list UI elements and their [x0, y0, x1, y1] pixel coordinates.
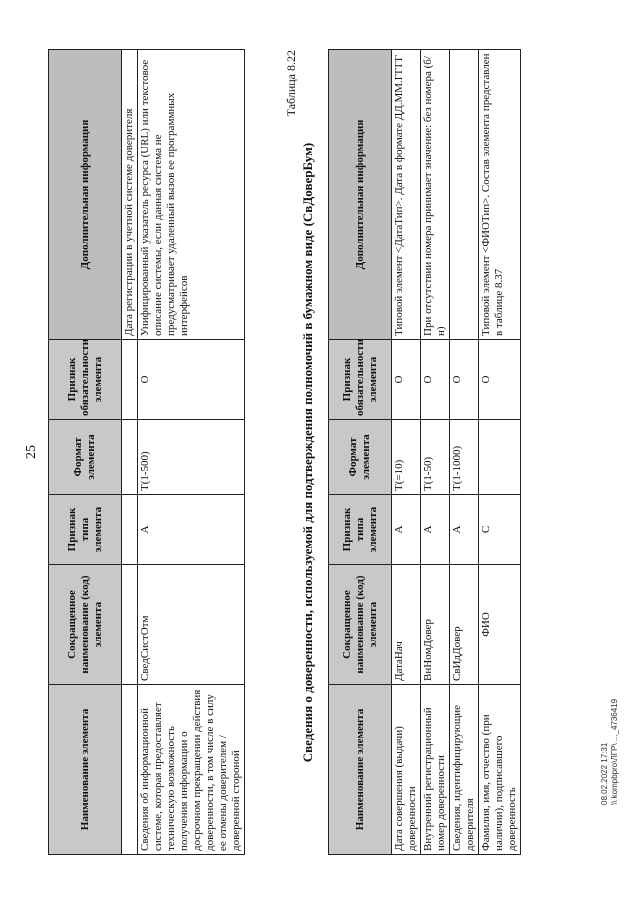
cell: T(1-500) — [138, 420, 245, 495]
cell: А — [421, 495, 450, 565]
stamp-line: \\ kompbpro\ЛГР\ ..._4736419 — [610, 698, 619, 805]
table-row — [479, 50, 521, 855]
cell: При отсутствии номера принимает значение: без номера (б/н) — [421, 50, 450, 340]
cell: ВнНомДовер — [421, 565, 450, 685]
cell: С — [479, 495, 521, 565]
cell: А — [138, 495, 245, 565]
cell: Унифицированный указатель ресурса (URL) или текстовое описание системы, если данная система не предусматривает удаленный вызов ее программных интерфейсов — [138, 50, 245, 340]
cell: ФИО — [479, 565, 521, 685]
cell: Типовой элемент <ДатаТип>. Дата в формате ДД.ММ.ГГГГ — [392, 50, 421, 340]
table-caption: Таблица 8.22 — [284, 50, 298, 117]
cell: T(1-1000) — [450, 420, 479, 495]
header-cell: Признак типа элемента — [329, 495, 392, 565]
table-row — [450, 50, 479, 855]
cell — [122, 685, 138, 855]
table-row — [421, 50, 450, 855]
cell: Сведения, идентифицирующие доверителя — [450, 685, 479, 855]
table-row — [138, 50, 245, 855]
cell: О — [479, 340, 521, 420]
header-cell: Дополнительная информация — [49, 50, 122, 340]
cell: А — [450, 495, 479, 565]
cell: ДатаНач — [392, 565, 421, 685]
cell: А — [392, 495, 421, 565]
cell: Дата совершения (выдачи) доверенности — [392, 685, 421, 855]
cell — [122, 495, 138, 565]
cell: О — [392, 340, 421, 420]
header-cell: Дополнительная информация — [329, 50, 392, 340]
cell: T(=10) — [392, 420, 421, 495]
header-cell: Формат элемента — [49, 420, 122, 495]
cell — [479, 420, 521, 495]
cell: Фамилия, имя, отчество (при наличии), подписавшего доверенность — [479, 685, 521, 855]
cell: СведСистОтм — [138, 565, 245, 685]
print-stamp — [600, 655, 620, 805]
table-row — [122, 50, 138, 855]
cell: О — [421, 340, 450, 420]
cell: Дата регистрации в учетной системе доверителя — [122, 50, 138, 340]
cell: Типовой элемент <ФИОТип>. Состав элемента представлен в таблице 8.37 — [479, 50, 521, 340]
table-row — [392, 50, 421, 855]
header-cell: Наименование элемента — [329, 685, 392, 855]
cell — [122, 565, 138, 685]
header-cell: Сокращенное наименование (код) элемента — [49, 565, 122, 685]
header-cell: Признак типа элемента — [49, 495, 122, 565]
page-number: 25 — [24, 445, 39, 459]
cell: Внутренний регистрационный номер доверенности — [421, 685, 450, 855]
cell: О — [450, 340, 479, 420]
cell — [122, 420, 138, 495]
header-cell: Наименование элемента — [49, 685, 122, 855]
table-title: Сведения о доверенности, используемой для подтверждения полномочий в бумажном виде (СвДоверБум) — [300, 142, 315, 763]
header-cell: Формат элемента — [329, 420, 392, 495]
table-header-row — [49, 50, 122, 855]
table-header-row — [329, 50, 392, 855]
cell: Сведения об информационной системе, которая предоставляет техническую возможность получения информации о досрочном прекращении действия доверенности, в том числе в силу ее отмены доверителем / доверенной стороной — [138, 685, 245, 855]
cell: О — [138, 340, 245, 420]
stamp-line: 08.02.2022 17:31 — [600, 742, 609, 805]
cell: СвИдДовер — [450, 565, 479, 685]
cell: T(1-50) — [421, 420, 450, 495]
header-cell: Признак обязательности элемента — [49, 340, 122, 420]
cell — [450, 50, 479, 340]
header-cell: Сокращенное наименование (код) элемента — [329, 565, 392, 685]
header-cell: Признак обязательности элемента — [329, 340, 392, 420]
table-svdoverbum — [328, 49, 521, 855]
cell — [122, 340, 138, 420]
table-continued — [48, 49, 245, 855]
